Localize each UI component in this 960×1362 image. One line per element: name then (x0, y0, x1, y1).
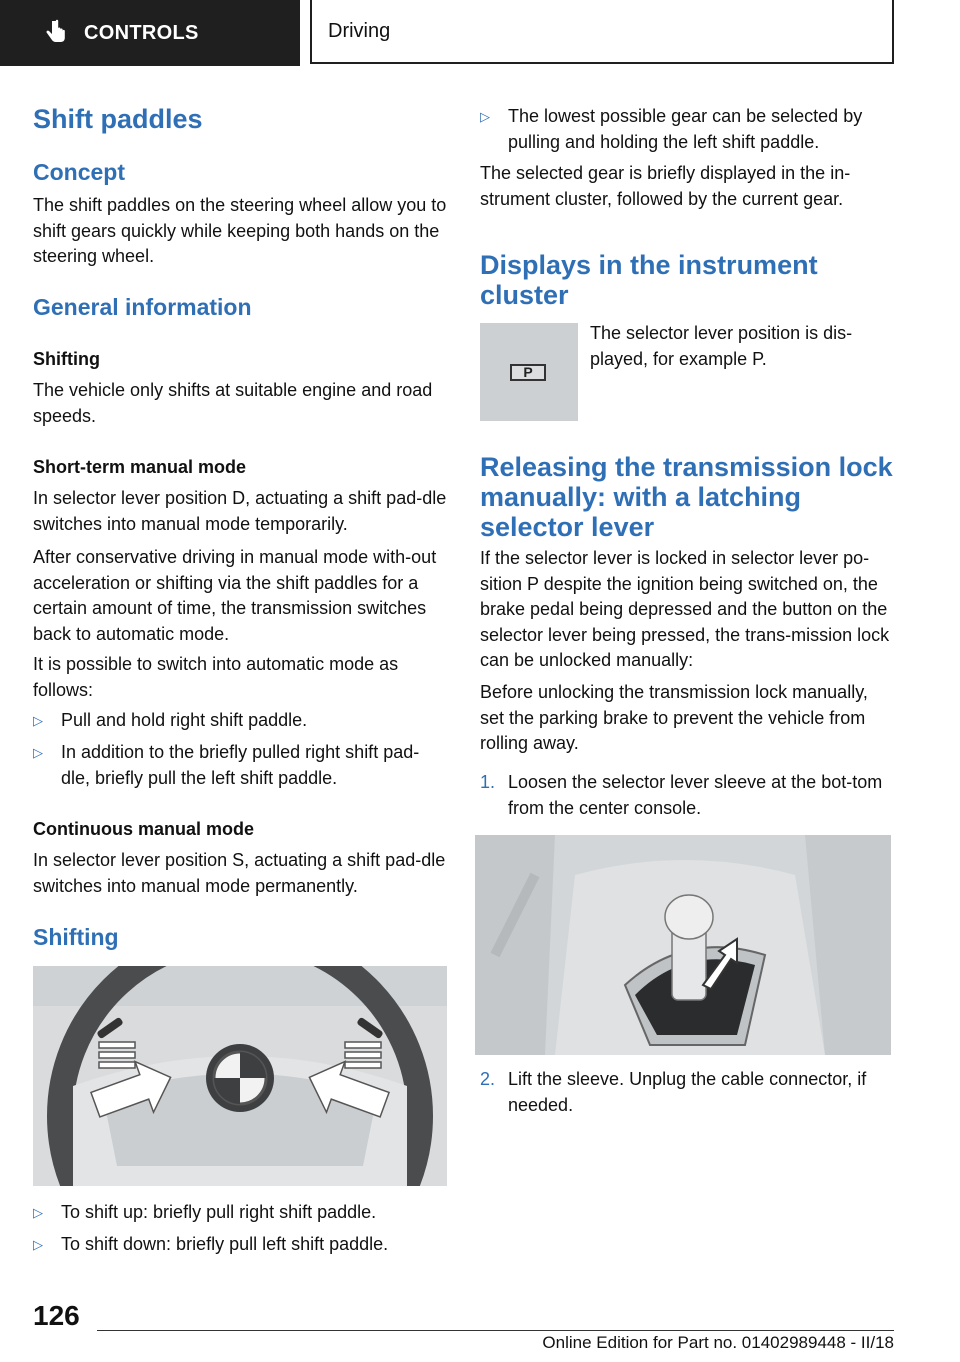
tab-controls-label: CONTROLS (84, 21, 199, 44)
selector-lever-illustration (475, 835, 891, 1055)
possible-text: It is possible to switch into automatic mode as follows: (33, 654, 399, 700)
footer-edition: Online Edition for Part no. 01402989448 - II/18 (542, 1333, 894, 1352)
instrument-display-figure (480, 323, 578, 421)
page-header (0, 0, 960, 66)
tab-controls (0, 0, 300, 66)
tab-driving (310, 0, 894, 64)
list-item-text: Loosen the selector lever sleeve at the bot‐tom from the center console. (508, 772, 883, 818)
concept-text: The shift paddles on the steering wheel allow you to shift gears quickly while keeping both hands on the steering wheel. (33, 195, 447, 266)
list-item-text: Lift the sleeve. Unplug the cable connector, if needed. (508, 1069, 867, 1115)
tab-driving-label: Driving (328, 19, 391, 42)
releasing-text: If the selector lever is locked in selector lever po‐sition P despite the ignition being switched on, the brake pedal being depressed and the button on the selector lever being pressed, the trans‐mission lock can be unlocked manually: (480, 548, 890, 670)
list-item-text: To shift down: briefly pull left shift paddle. (61, 1234, 389, 1254)
hand-pointer-icon (40, 18, 70, 48)
before-text: Before unlocking the transmission lock manually, set the parking brake to prevent the vehicle from rolling away. (480, 682, 868, 753)
short-term-text: In selector lever position D, actuating a shift pad‐dle switches into manual mode temporarily. (33, 488, 447, 534)
after-text: After conservative driving in manual mode with‐out acceleration or shifting via the shift paddles for a certain amount of time, the transmission switches back to automatic mode. (33, 547, 437, 644)
releasing-heading: Releasing the transmission lock manually: with a latching selector lever (480, 452, 893, 542)
general-heading: General information (33, 294, 252, 320)
section-title: Shift paddles (33, 104, 203, 134)
footer-divider (97, 1330, 894, 1331)
step-number: 2. (480, 1069, 496, 1089)
step-number: 1. (480, 772, 496, 792)
selector-lever-image (475, 835, 891, 1055)
short-term-subheading: Short-term manual mode (33, 457, 247, 477)
bullet-marker: ▷ (480, 109, 490, 124)
shifting-heading: Shifting (33, 924, 119, 950)
continuous-text: In selector lever position S, actuating a shift pad‐dle switches into manual mode permanently. (33, 850, 446, 896)
bullet-marker: ▷ (33, 745, 43, 760)
displays-heading: Displays in the instrument cluster (480, 250, 818, 310)
steering-wheel-illustration (33, 966, 447, 1186)
list-item-text: The lowest possible gear can be selected by pulling and holding the left shift paddle. (508, 106, 863, 152)
list-item-text: To shift up: briefly pull right shift paddle. (61, 1202, 377, 1222)
shifting-text: The vehicle only shifts at suitable engine and road speeds. (33, 380, 433, 426)
list-item-text: In addition to the briefly pulled right shift pad‐dle, briefly pull the left shift paddle. (61, 742, 420, 788)
steering-wheel-image (33, 966, 447, 1186)
shifting-subheading: Shifting (33, 349, 100, 369)
display-text: The selector lever position is dis‐played, for example P. (590, 323, 853, 369)
continuous-subheading: Continuous manual mode (33, 819, 255, 839)
list-item-text: Pull and hold right shift paddle. (61, 710, 308, 730)
selected-gear-text: The selected gear is briefly displayed in the in‐strument cluster, followed by the current gear. (480, 163, 851, 209)
gear-p-indicator: P (510, 364, 546, 381)
concept-heading: Concept (33, 159, 125, 185)
bullet-marker: ▷ (33, 713, 43, 728)
bullet-marker: ▷ (33, 1237, 43, 1252)
page-number: 126 (33, 1300, 80, 1331)
bullet-marker: ▷ (33, 1205, 43, 1220)
